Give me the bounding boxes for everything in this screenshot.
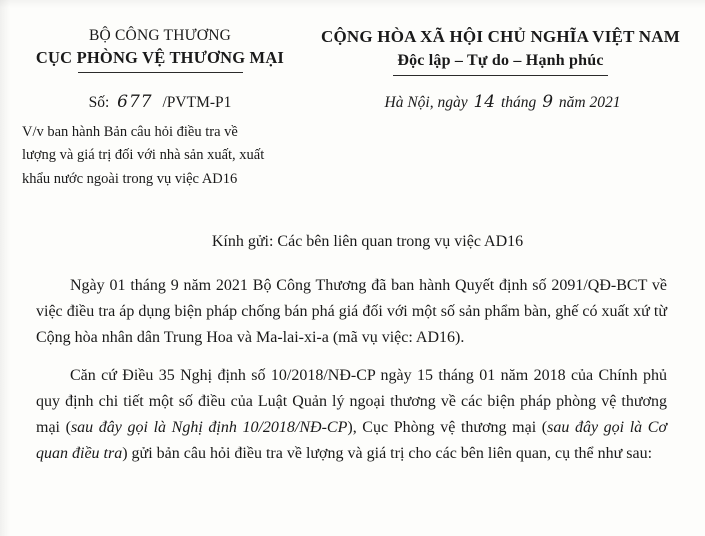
paragraph-2-text-a: Căn cứ Điều 35 Nghị định số 10/2018/NĐ-CP ngày 15 tháng 01 năm 2018 của Chính phủ quy định chi tiết một số điều của Luật Quản lý ngoại thương về các biện pháp phòng vệ thương mại ( [36,367,667,436]
authority-underline [78,72,243,73]
ministry-name: BỘ CÔNG THƯƠNG [89,27,231,44]
department-name: CỤC PHÒNG VỆ THƯƠNG MẠI [35,47,285,67]
place-date-prefix: Hà Nội, ngày [384,93,468,111]
national-motto: Độc lập – Tự do – Hạnh phúc [397,51,604,69]
document-number-suffix: /PVTM-P1 [162,93,232,111]
paragraph-1 [36,273,667,351]
country-name: CỘNG HÒA XÃ HỘI CHỦ NGHĨA VIỆT NAM [321,27,680,46]
paragraph-1-text: Ngày 01 tháng 9 năm 2021 Bộ Công Thương đã ban hành Quyết định số 2091/QĐ-BCT về việc điều tra áp dụng biện pháp chống bán phá giá đối với một số sản phẩm bàn, ghế có xuất xứ từ Cộng hòa nhân dân Trung Hoa và Ma-lai-xi-a (mã vụ việc: AD16). [36,277,667,347]
month-handwritten: 9 [542,91,554,112]
national-heading-block [310,26,705,76]
document-header [0,0,705,76]
subject-line-2: lượng và giá trị đối với nhà sản xuất, xuất [22,147,265,164]
paragraph-2 [36,363,667,467]
issuing-authority-block [0,26,310,76]
place-and-date-block [310,92,705,112]
document-number-handwritten: 677 [117,91,153,112]
day-handwritten: 14 [473,91,496,112]
paragraph-2-text-c: ) gửi bản câu hỏi điều tra về lượng và giá trị cho các bên liên quan, cụ thể như sau: [122,444,653,462]
subject-line-1: V/v ban hành Bản câu hỏi điều tra về [22,123,238,140]
month-label: tháng [501,93,537,111]
subject-block [22,121,292,191]
paragraph-2-italic-b: sau đây gọi là Cơ quan điều tra [36,418,668,462]
document-number-label: Số: [88,93,110,111]
reference-row [0,92,705,112]
document-body [0,273,705,466]
subject-line-3: khẩu nước ngoài trong vụ việc AD16 [22,170,238,187]
year-label: năm 2021 [558,93,621,111]
motto-underline [393,75,608,76]
recipient-line: Kính gửi: Các bên liên quan trong vụ việc AD16 [211,233,524,251]
document-number-block [0,92,310,112]
paragraph-2-italic-a: sau đây gọi là Nghị định 10/2018/NĐ-CP [70,418,348,436]
paragraph-2-text-b: ), Cục Phòng vệ thương mại ( [347,418,548,436]
